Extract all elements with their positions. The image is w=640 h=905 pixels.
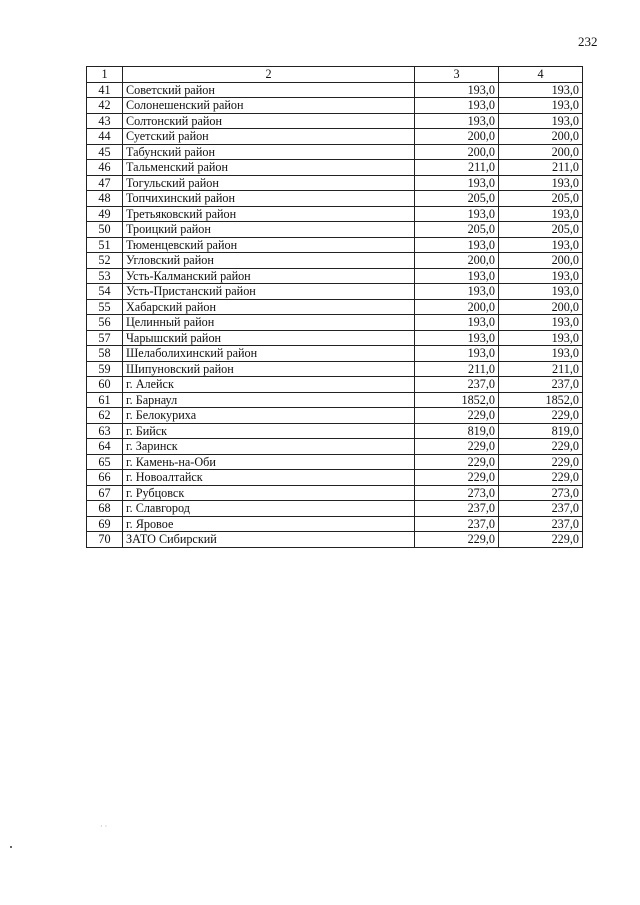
- value-col3: 205,0: [415, 191, 499, 207]
- district-name: Усть-Пристанский район: [123, 284, 415, 300]
- value-col4: 211,0: [499, 160, 583, 176]
- row-number: 61: [87, 392, 123, 408]
- district-name: Чарышский район: [123, 330, 415, 346]
- district-name: г. Барнаул: [123, 392, 415, 408]
- value-col3: 205,0: [415, 222, 499, 238]
- district-name: Целинный район: [123, 315, 415, 331]
- row-number: 56: [87, 315, 123, 331]
- table-row: [87, 516, 583, 532]
- district-name: г. Рубцовск: [123, 485, 415, 501]
- value-col3: 229,0: [415, 532, 499, 548]
- row-number: 65: [87, 454, 123, 470]
- table-row: [87, 206, 583, 222]
- district-name: Шипуновский район: [123, 361, 415, 377]
- row-number: 45: [87, 144, 123, 160]
- value-col3: 193,0: [415, 284, 499, 300]
- district-name: г. Славгород: [123, 501, 415, 517]
- value-col3: 237,0: [415, 501, 499, 517]
- district-name: Угловский район: [123, 253, 415, 269]
- value-col4: 193,0: [499, 330, 583, 346]
- value-col3: 229,0: [415, 439, 499, 455]
- value-col4: 193,0: [499, 175, 583, 191]
- value-col3: 193,0: [415, 346, 499, 362]
- table-row: [87, 532, 583, 548]
- value-col4: 237,0: [499, 501, 583, 517]
- district-name: Тальменский район: [123, 160, 415, 176]
- district-name: г. Бийск: [123, 423, 415, 439]
- table-row: [87, 284, 583, 300]
- value-col4: 273,0: [499, 485, 583, 501]
- district-name: Хабарский район: [123, 299, 415, 315]
- value-col3: 211,0: [415, 160, 499, 176]
- value-col4: 237,0: [499, 516, 583, 532]
- row-number: 70: [87, 532, 123, 548]
- district-name: г. Алейск: [123, 377, 415, 393]
- data-table: [86, 66, 583, 548]
- table-row: [87, 392, 583, 408]
- district-name: Солонешенский район: [123, 98, 415, 114]
- district-name: Троицкий район: [123, 222, 415, 238]
- page-number: 232: [578, 34, 598, 49]
- row-number: 52: [87, 253, 123, 269]
- table-row: [87, 346, 583, 362]
- row-number: 59: [87, 361, 123, 377]
- table-row: [87, 408, 583, 424]
- value-col3: 200,0: [415, 144, 499, 160]
- row-number: 46: [87, 160, 123, 176]
- value-col3: 819,0: [415, 423, 499, 439]
- value-col4: 229,0: [499, 532, 583, 548]
- value-col3: 200,0: [415, 299, 499, 315]
- row-number: 47: [87, 175, 123, 191]
- table-row: [87, 454, 583, 470]
- value-col4: 205,0: [499, 222, 583, 238]
- table-row: [87, 423, 583, 439]
- row-number: 68: [87, 501, 123, 517]
- row-number: 50: [87, 222, 123, 238]
- value-col4: 229,0: [499, 470, 583, 486]
- value-col4: 193,0: [499, 82, 583, 98]
- value-col4: 193,0: [499, 346, 583, 362]
- district-name: г. Яровое: [123, 516, 415, 532]
- table-row: [87, 299, 583, 315]
- table-row: [87, 377, 583, 393]
- value-col3: 229,0: [415, 454, 499, 470]
- value-col3: 229,0: [415, 408, 499, 424]
- value-col4: 205,0: [499, 191, 583, 207]
- row-number: 44: [87, 129, 123, 145]
- row-number: 41: [87, 82, 123, 98]
- table-row: [87, 98, 583, 114]
- value-col4: 200,0: [499, 253, 583, 269]
- value-col4: 229,0: [499, 454, 583, 470]
- table-row: [87, 485, 583, 501]
- column-header: 1: [87, 67, 123, 83]
- value-col4: 193,0: [499, 284, 583, 300]
- table-row: [87, 175, 583, 191]
- table-row: [87, 191, 583, 207]
- value-col4: 200,0: [499, 144, 583, 160]
- row-number: 43: [87, 113, 123, 129]
- value-col4: 193,0: [499, 237, 583, 253]
- row-number: 64: [87, 439, 123, 455]
- district-name: Суетский район: [123, 129, 415, 145]
- column-header: 4: [499, 67, 583, 83]
- row-number: 42: [87, 98, 123, 114]
- value-col4: 193,0: [499, 268, 583, 284]
- district-name: Тюменцевский район: [123, 237, 415, 253]
- value-col3: 1852,0: [415, 392, 499, 408]
- district-name: Третьяковский район: [123, 206, 415, 222]
- value-col3: 211,0: [415, 361, 499, 377]
- district-name: г. Новоалтайск: [123, 470, 415, 486]
- row-number: 49: [87, 206, 123, 222]
- row-number: 48: [87, 191, 123, 207]
- value-col4: 229,0: [499, 439, 583, 455]
- row-number: 55: [87, 299, 123, 315]
- value-col4: 229,0: [499, 408, 583, 424]
- value-col3: 237,0: [415, 516, 499, 532]
- district-name: г. Заринск: [123, 439, 415, 455]
- district-name: г. Камень-на-Оби: [123, 454, 415, 470]
- value-col4: 819,0: [499, 423, 583, 439]
- row-number: 54: [87, 284, 123, 300]
- row-number: 63: [87, 423, 123, 439]
- table-row: [87, 237, 583, 253]
- row-number: 62: [87, 408, 123, 424]
- value-col4: 1852,0: [499, 392, 583, 408]
- value-col3: 237,0: [415, 377, 499, 393]
- value-col3: 193,0: [415, 113, 499, 129]
- district-name: Солтонский район: [123, 113, 415, 129]
- row-number: 57: [87, 330, 123, 346]
- table-row: [87, 144, 583, 160]
- scan-dot: [10, 846, 12, 848]
- value-col3: 193,0: [415, 206, 499, 222]
- table-header-row: [87, 67, 583, 83]
- district-name: ЗАТО Сибирский: [123, 532, 415, 548]
- table-row: [87, 315, 583, 331]
- value-col3: 200,0: [415, 253, 499, 269]
- scan-specks: · ·: [100, 822, 108, 831]
- value-col3: 193,0: [415, 330, 499, 346]
- value-col3: 273,0: [415, 485, 499, 501]
- district-name: Советский район: [123, 82, 415, 98]
- value-col3: 193,0: [415, 315, 499, 331]
- table-row: [87, 501, 583, 517]
- row-number: 66: [87, 470, 123, 486]
- value-col3: 193,0: [415, 82, 499, 98]
- district-name: Топчихинский район: [123, 191, 415, 207]
- value-col3: 193,0: [415, 175, 499, 191]
- value-col4: 193,0: [499, 315, 583, 331]
- row-number: 53: [87, 268, 123, 284]
- table-row: [87, 160, 583, 176]
- table-row: [87, 268, 583, 284]
- value-col4: 193,0: [499, 206, 583, 222]
- district-name: Усть-Калманский район: [123, 268, 415, 284]
- value-col4: 193,0: [499, 113, 583, 129]
- value-col3: 200,0: [415, 129, 499, 145]
- value-col4: 237,0: [499, 377, 583, 393]
- value-col4: 200,0: [499, 129, 583, 145]
- value-col4: 200,0: [499, 299, 583, 315]
- table-row: [87, 330, 583, 346]
- value-col3: 229,0: [415, 470, 499, 486]
- table-row: [87, 253, 583, 269]
- row-number: 58: [87, 346, 123, 362]
- value-col3: 193,0: [415, 268, 499, 284]
- table-row: [87, 470, 583, 486]
- district-name: Табунский район: [123, 144, 415, 160]
- table-row: [87, 361, 583, 377]
- table-row: [87, 222, 583, 238]
- table-row: [87, 113, 583, 129]
- row-number: 67: [87, 485, 123, 501]
- column-header: 3: [415, 67, 499, 83]
- value-col3: 193,0: [415, 237, 499, 253]
- table-row: [87, 439, 583, 455]
- row-number: 51: [87, 237, 123, 253]
- district-name: Тогульский район: [123, 175, 415, 191]
- value-col3: 193,0: [415, 98, 499, 114]
- table-row: [87, 129, 583, 145]
- row-number: 60: [87, 377, 123, 393]
- district-name: Шелаболихинский район: [123, 346, 415, 362]
- row-number: 69: [87, 516, 123, 532]
- column-header: 2: [123, 67, 415, 83]
- district-name: г. Белокуриха: [123, 408, 415, 424]
- table-row: [87, 82, 583, 98]
- value-col4: 211,0: [499, 361, 583, 377]
- value-col4: 193,0: [499, 98, 583, 114]
